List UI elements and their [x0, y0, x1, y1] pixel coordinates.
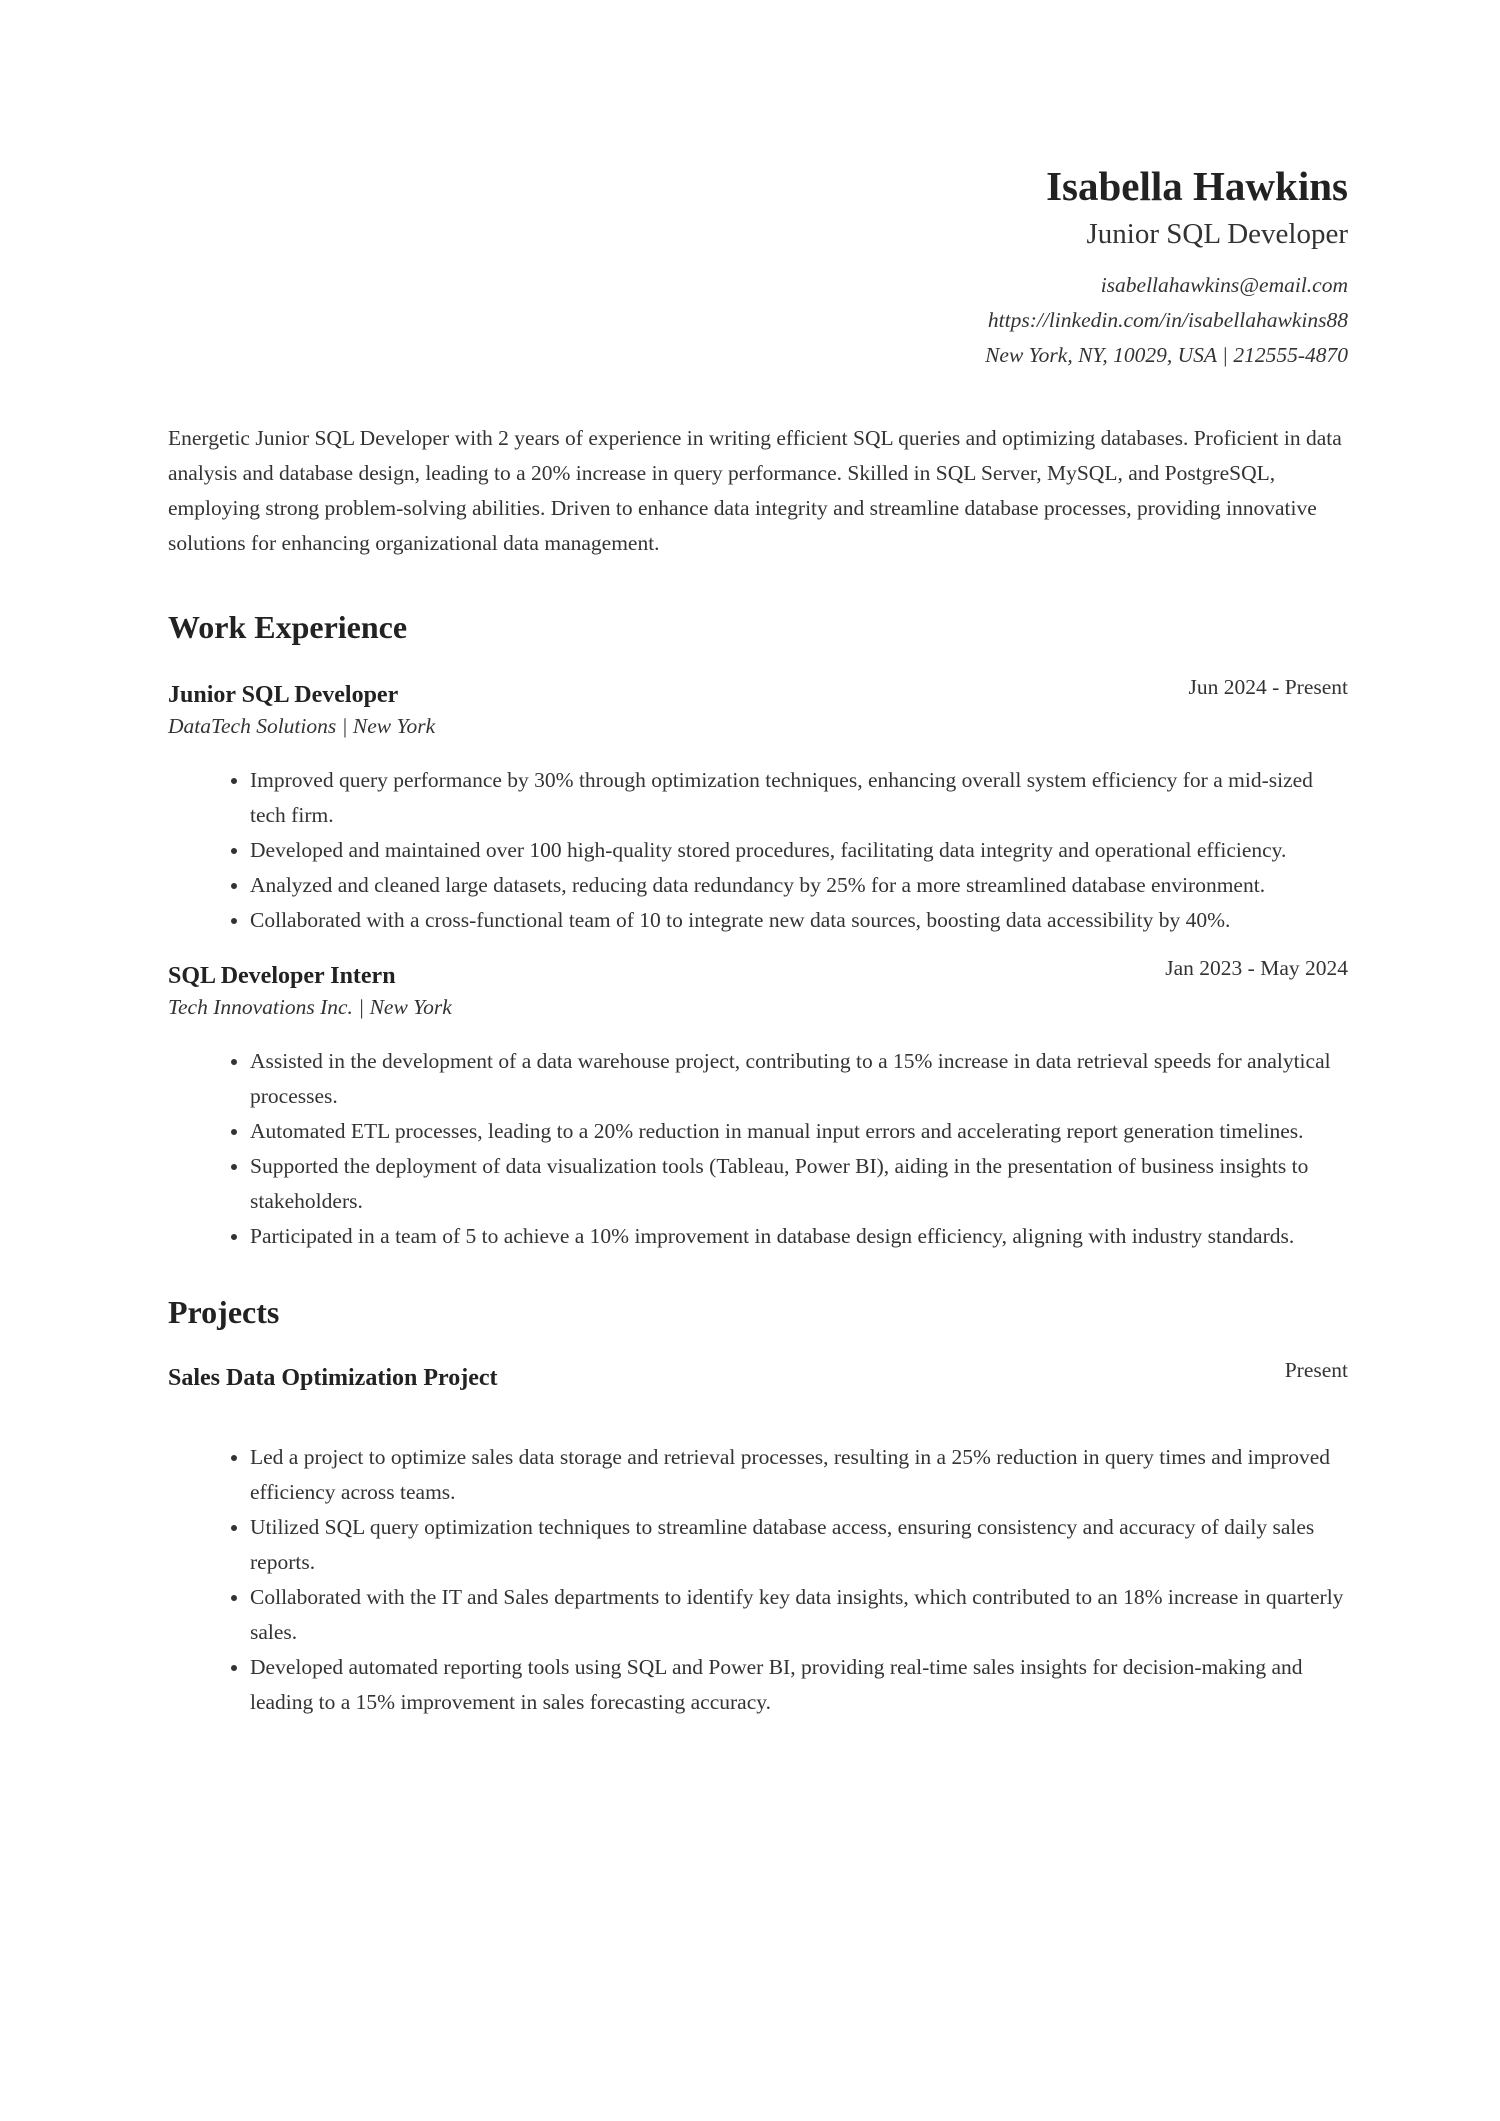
resume-header [168, 160, 1348, 373]
job-entry [168, 675, 1348, 938]
project-bullets [168, 1440, 1348, 1720]
project-header [168, 1358, 1348, 1394]
job-bullet: • Developed and maintained over 100 high-quality stored procedures, facilitating data integrity and operational efficiency. [250, 833, 1348, 868]
job-bullet: • Automated ETL processes, leading to a 20% reduction in manual input errors and accelerating report generation timelines. [250, 1114, 1348, 1149]
job-title: Junior SQL Developer [168, 682, 399, 708]
contact-linkedin: https://linkedin.com/in/isabellahawkins88 [987, 308, 1348, 332]
job-company: Tech Innovations Inc. | New York [168, 995, 452, 1019]
work-experience-heading: Work Experience [168, 609, 408, 645]
job-header [168, 675, 1348, 711]
job-bullets [168, 763, 1348, 938]
contact-email: isabellahawkins@email.com [1100, 273, 1348, 297]
job-header [168, 956, 1348, 992]
project-date: Present [1284, 1358, 1348, 1382]
job-entry [168, 956, 1348, 1254]
job-bullet: • Assisted in the development of a data warehouse project, contributing to a 15% increase in data retrieval speeds for analytical processes. [250, 1044, 1348, 1114]
candidate-title: Junior SQL Developer [1086, 218, 1348, 250]
project-spacer [168, 1394, 1348, 1436]
job-date: Jan 2023 - May 2024 [1165, 956, 1348, 980]
job-bullet: • Collaborated with a cross-functional team of 10 to integrate new data sources, boosting data accessibility by 40%. [250, 903, 1348, 938]
job-company: DataTech Solutions | New York [168, 714, 436, 738]
job-bullets [168, 1044, 1348, 1254]
resume-page [168, 160, 1348, 1720]
candidate-name: Isabella Hawkins [1046, 163, 1348, 209]
contact-block [168, 268, 1348, 373]
job-bullet: • Analyzed and cleaned large datasets, reducing data redundancy by 25% for a more streamlined database environment. [250, 868, 1348, 903]
contact-location-phone: New York, NY, 10029, USA | 212555-4870 [985, 343, 1348, 367]
job-title: SQL Developer Intern [168, 963, 396, 989]
project-entry [168, 1358, 1348, 1720]
job-bullet: • Improved query performance by 30% through optimization techniques, enhancing overall system efficiency for a mid-sized tech firm. [250, 763, 1348, 833]
project-bullet: • Utilized SQL query optimization techniques to streamline database access, ensuring consistency and accuracy of daily sales reports. [250, 1510, 1348, 1580]
project-title: Sales Data Optimization Project [168, 1365, 498, 1391]
project-bullet: • Collaborated with the IT and Sales departments to identify key data insights, which contributed to an 18% increase in quarterly sales. [250, 1580, 1348, 1650]
project-bullet: • Led a project to optimize sales data storage and retrieval processes, resulting in a 25% reduction in query times and improved efficiency across teams. [250, 1440, 1348, 1510]
job-date: Jun 2024 - Present [1188, 675, 1348, 699]
professional-summary: Energetic Junior SQL Developer with 2 years of experience in writing efficient SQL queries and optimizing databases. Proficient in data analysis and database design, leading to a 20% increase in query performance. Skilled in SQL Server, MySQL, and PostgreSQL, employing strong problem-solving abilities. Driven to enhance data integrity and streamline database processes, providing innovative solutions for enhancing organizational data management. [168, 426, 1342, 555]
job-bullet: • Supported the deployment of data visualization tools (Tableau, Power BI), aiding in the presentation of business insights to stakeholders. [250, 1149, 1348, 1219]
project-bullet: • Developed automated reporting tools using SQL and Power BI, providing real-time sales insights for decision-making and leading to a 15% improvement in sales forecasting accuracy. [250, 1650, 1348, 1720]
job-bullet: • Participated in a team of 5 to achieve a 10% improvement in database design efficiency, aligning with industry standards. [250, 1219, 1348, 1254]
projects-heading: Projects [168, 1294, 280, 1330]
